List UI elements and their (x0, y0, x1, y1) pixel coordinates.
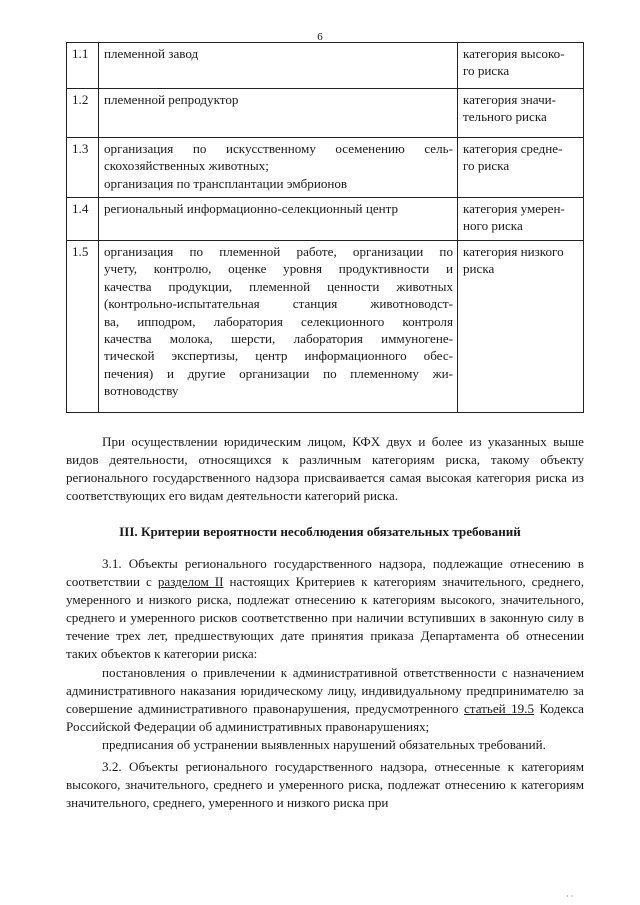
article-19-5-link[interactable]: статьей 19.5 (464, 700, 535, 716)
paragraph-3-2: 3.2. Объекты регионального государственного надзора, отнесенные к категориям высокого, значительного, среднего и умеренного риска, подлежат отнесению к категориям значительного, среднего, умеренного и низкого риска при (66, 759, 584, 811)
activity-type-line: вотноводству (104, 383, 179, 399)
table-row (67, 89, 584, 138)
risk-category-line: ного риска (463, 218, 523, 234)
activity-type-line: организация по искусственному осеменению сель- (104, 141, 453, 156)
activity-type-line: (контрольно-испытательная станция животноводст- (104, 296, 453, 312)
intro-paragraph-block (66, 433, 584, 505)
page-number: 6 (317, 31, 323, 43)
activity-type-line: племенной репродуктор (104, 92, 239, 107)
row-number: 1.1 (67, 43, 99, 89)
activity-type-line: скохозяйственных животных; (104, 158, 269, 174)
paragraph-3-1-text: настоящих Критериев к категориям значительного, среднего, умеренного и низкого риска, подлежат отнесению к категориям высокого, значительного, среднего и умеренного рисков соответственно при наличии вступивших в законную силу в течение трех лет, предшествующих дате принятия приказа Департамента об отнесении таких объектов к категории риска: (66, 574, 585, 662)
activity-type-line: организация по трансплантации эмбрионов (104, 175, 348, 191)
paragraph-postanovleniya-text: Кодекса Российской Федерации об административных правонарушениях; (66, 700, 584, 734)
risk-category-line: категория высоко- (463, 46, 565, 61)
row-number: 1.4 (67, 198, 99, 241)
activity-type-line: качества молока, шерсти, лаборатория иммуногене- (104, 331, 453, 347)
row-number: 1.3 (67, 138, 99, 198)
section-heading: III. Критерии вероятности несоблюдения обязательных требований (119, 524, 521, 539)
table-row (67, 138, 584, 198)
activity-type-cell (99, 89, 458, 138)
section-ii-link[interactable]: разделом II (157, 574, 224, 590)
activity-type-line: ва, ипподром, лаборатория селекционного контроля (104, 313, 453, 329)
stray-marks: · · (566, 892, 574, 901)
activity-type-line: качества продукции, племенной ценности животных (104, 278, 453, 294)
paragraph-3-1 (66, 555, 584, 664)
intro-paragraph: При осуществлении юридическим лицом, КФХ двух и более из указанных выше видов деятельности, относящихся к различным категориям риска, такому объекту регионального государственного надзора присваивается самая высокая категория риска из соответствующих его видам деятельности категорий риска. (66, 434, 584, 504)
risk-category-line: категория средне- (463, 141, 563, 156)
activity-type-cell (99, 138, 458, 198)
activity-type-line: организация по племенной работе, организации по (104, 244, 453, 259)
risk-category-line: категория низкого (463, 244, 564, 259)
risk-category-cell (458, 198, 584, 241)
risk-category-cell (458, 43, 584, 89)
activity-type-line: племенной завод (104, 46, 199, 61)
risk-category-line: категория умерен- (463, 201, 565, 216)
activity-type-line: тической экспертизы, центр информационного обес- (104, 348, 453, 364)
row-number: 1.5 (67, 241, 99, 413)
paragraph-3-1-text: 3.1. Объекты регионального государственного надзора, подлежащие отнесению в соответствии с (66, 556, 584, 590)
activity-type-cell (99, 198, 458, 241)
paragraph-predpisaniya: предписания об устранении выявленных нарушений обязательных требований. (102, 736, 546, 752)
row-number: 1.2 (67, 89, 99, 138)
risk-category-cell (458, 138, 584, 198)
table-row (67, 241, 584, 413)
risk-category-cell (458, 89, 584, 138)
risk-category-table (66, 42, 584, 413)
activity-type-cell (99, 241, 458, 413)
section-body (66, 555, 584, 812)
table-row (67, 43, 584, 89)
risk-category-line: го риска (463, 158, 510, 174)
activity-type-line: учету, контролю, оценке уровня продуктивности и (104, 261, 453, 277)
activity-type-cell (99, 43, 458, 89)
activity-type-line: региональный информационно-селекционный центр (104, 201, 399, 216)
risk-category-line: категория значи- (463, 92, 557, 107)
paragraph-postanovleniya-text: постановления о привлечении к административной ответственности с назначением административного наказания юридическому лицу, индивидуальному предпринимателю за совершение административного правонарушения, предусмотренного (66, 664, 584, 716)
table-row (67, 198, 584, 241)
risk-category-cell (458, 241, 584, 413)
risk-category-line: тельного риска (463, 109, 547, 125)
risk-category-line: го риска (463, 63, 510, 79)
risk-category-line: риска (463, 261, 495, 277)
activity-type-line: печения) и другие организации по племенному жи- (104, 365, 453, 381)
paragraph-postanovleniya (66, 664, 584, 736)
